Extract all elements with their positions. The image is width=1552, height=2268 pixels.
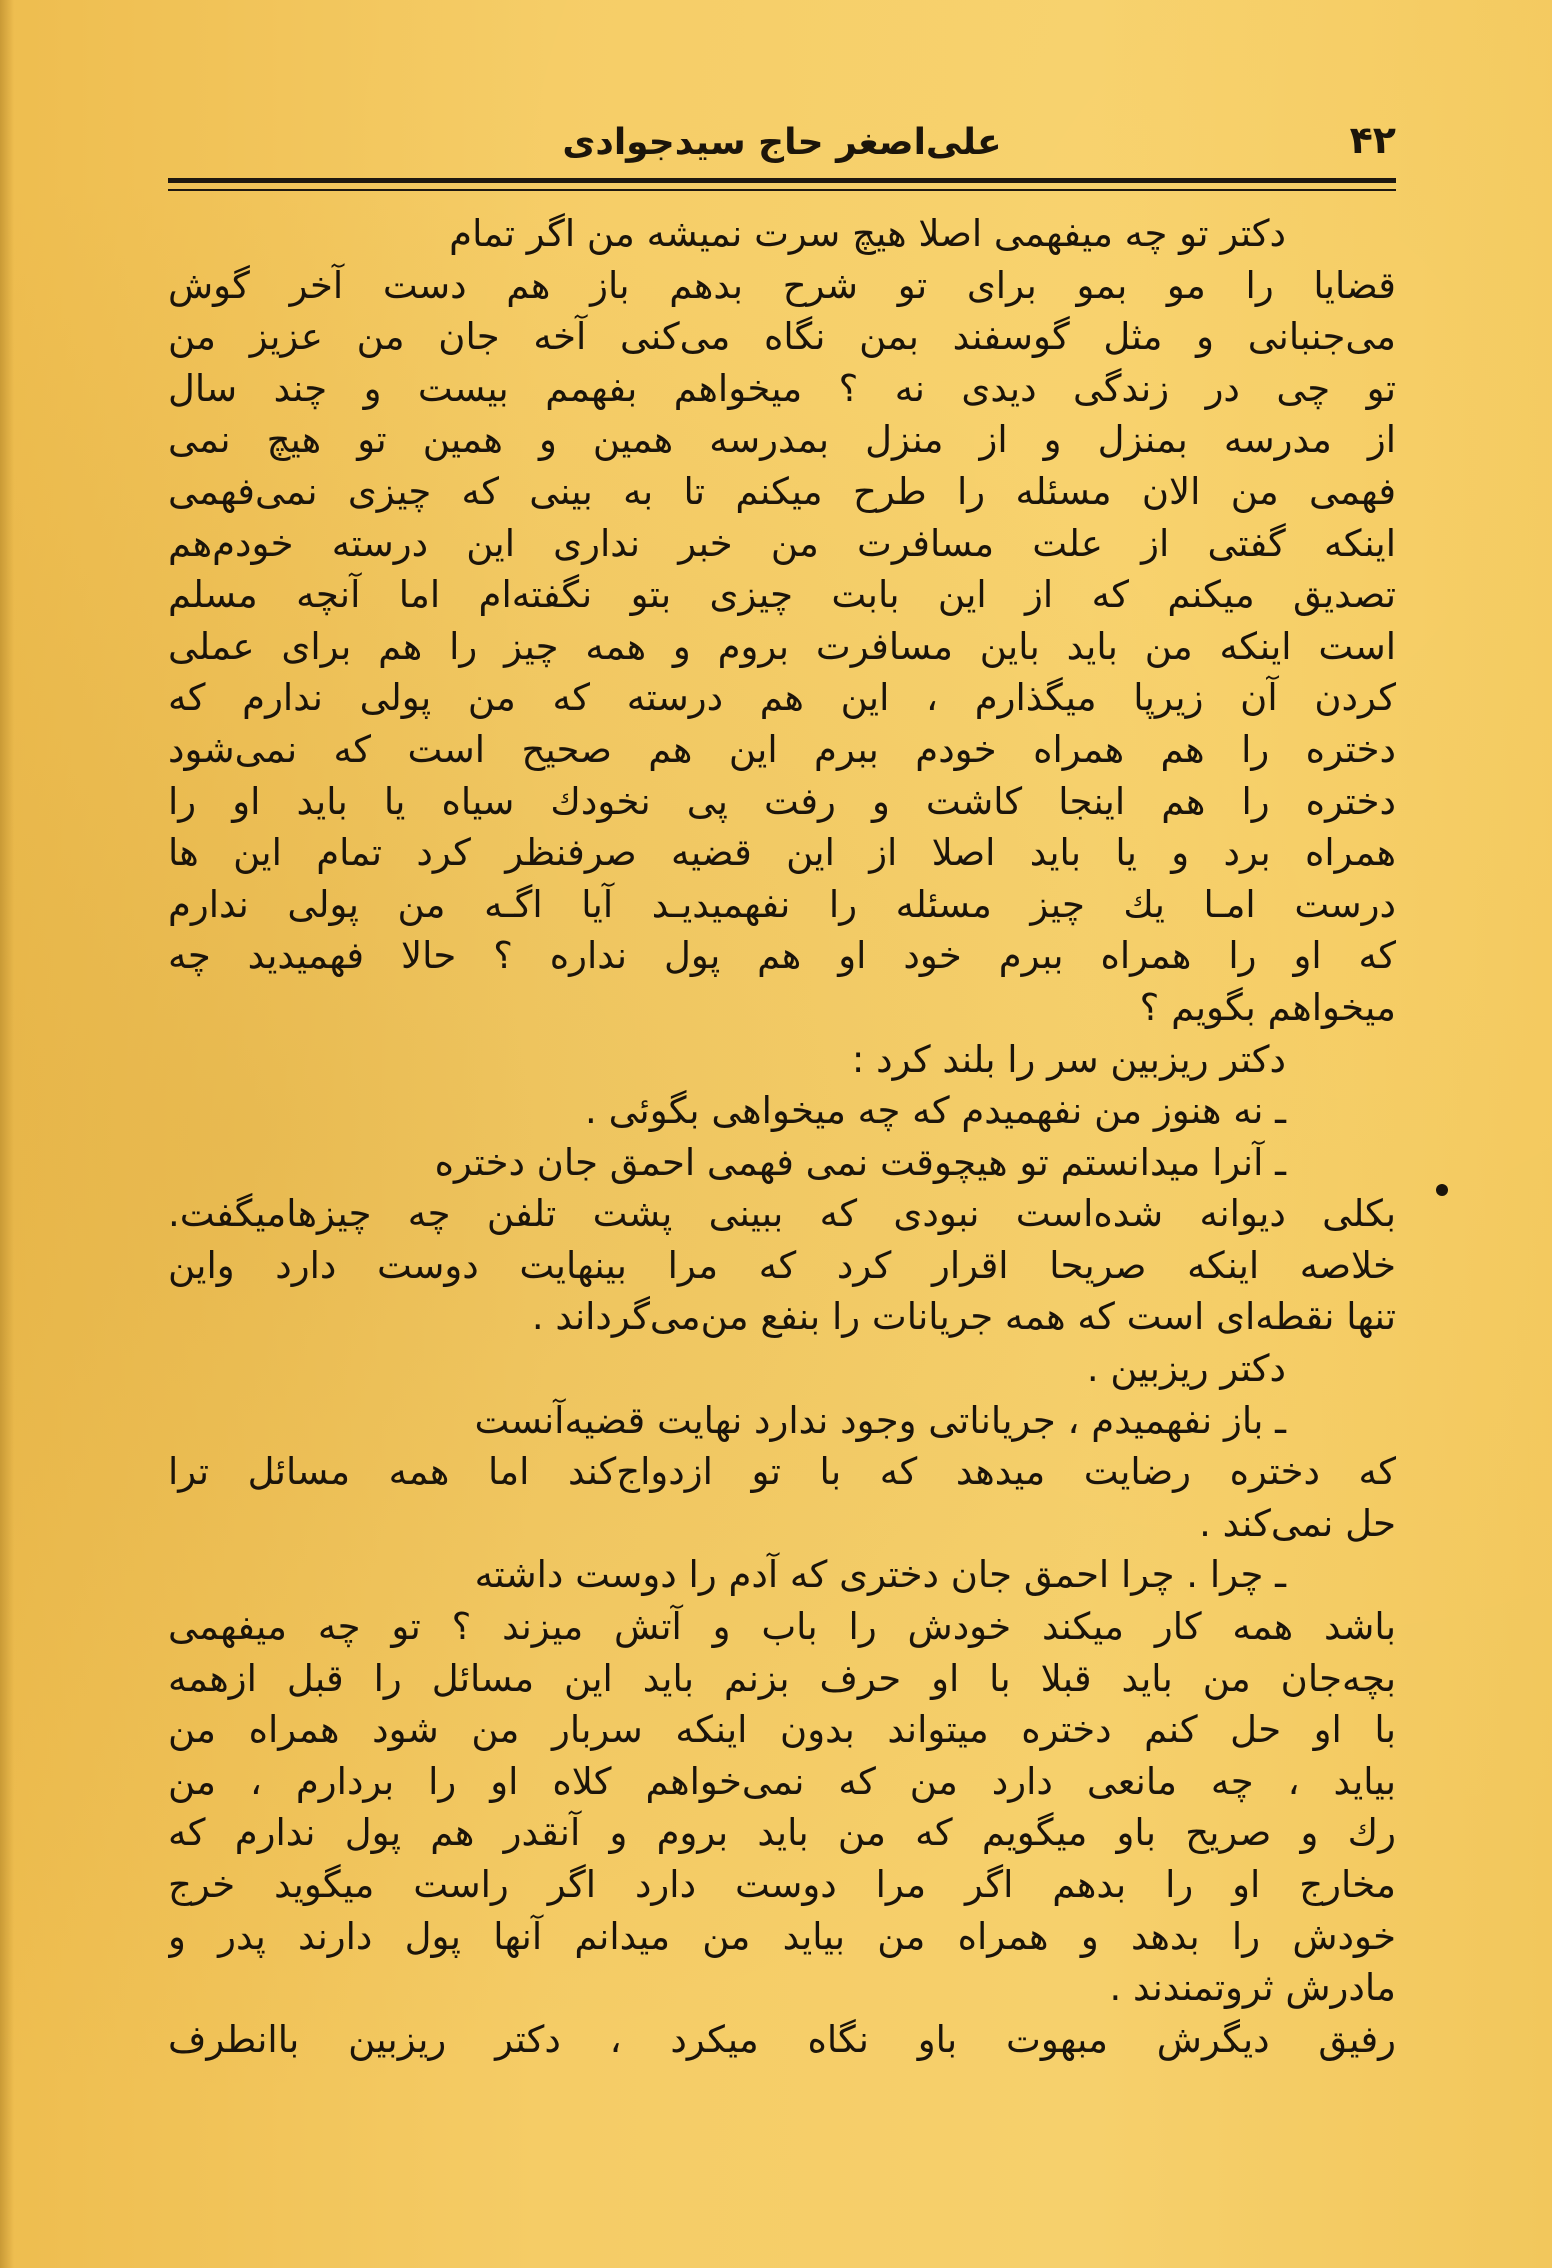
- text-line: ـ آنرا میدانستم تو هیچوقت نمی فهمی احمق جان دختره: [434, 1140, 1286, 1184]
- text-line: همراه برد و یا باید اصلا از این قضیه صرفنظر کرد تمام این ها: [168, 831, 1396, 875]
- text-line: رك و صریح باو میگویم که من باید بروم و آنقدر هم پول ندارم که: [168, 1811, 1396, 1855]
- text-line: ـ نه هنوز من نفهمیدم که چه میخواهی بگوئی .: [585, 1089, 1286, 1133]
- text-line: میخواهم بگویم ؟: [1139, 985, 1396, 1029]
- text-line: دکتر ریزبین .: [1086, 1347, 1286, 1391]
- text-line: دکتر ریزبین سر را بلند کرد :: [851, 1037, 1286, 1081]
- text-line: بکلی دیوانه شده‌است نبودی که ببینی پشت تلفن چه چیزهامیگفت.: [168, 1192, 1396, 1236]
- margin-ink-dot: [1436, 1184, 1448, 1196]
- text-line: که دختره رضایت میدهد که با تو ازدواج‌کند اما همه مسائل ترا: [168, 1450, 1396, 1494]
- text-line: که او را همراه ببرم خود او هم پول نداره ؟ حالا فهمیدید چه: [168, 934, 1396, 978]
- text-line: درست امـا یك چیز مسئله را نفهمیدیـد آیا اگـه من پولی ندارم: [168, 882, 1396, 926]
- text-line: تنها نقطه‌ای است که همه جریانات را بنفع من‌می‌گرداند .: [531, 1295, 1396, 1339]
- header-rule-thick: [168, 178, 1396, 183]
- text-line: حل نمی‌کند .: [1199, 1501, 1396, 1545]
- text-line: دختره را هم همراه خودم ببرم این هم صحیح است که نمی‌شود: [168, 727, 1396, 771]
- text-line: می‌جنبانی و مثل گوسفند بمن نگاه می‌کنی آخه جان من عزیز من: [168, 315, 1396, 359]
- body-text: [168, 208, 1396, 2065]
- text-line: مخارج او را بدهم اگر مرا دوست دارد اگر راست میگوید خرج: [168, 1863, 1396, 1906]
- text-line: از مدرسه بمنزل و از منزل بمدرسه همین و همین تو هیچ نمی: [168, 418, 1396, 462]
- text-line: باشد همه کار میکند خودش را باب و آتش میزند ؟ تو چه میفهمی: [168, 1605, 1396, 1649]
- running-title: علی‌اصغر حاج سیدجوادی: [562, 122, 1002, 163]
- page-header: [168, 118, 1396, 182]
- header-rule-thin: [168, 189, 1396, 191]
- text-line: مادرش ثروتمندند .: [1109, 1966, 1396, 2010]
- text-line: با او حل کنم دختره میتواند بدون اینکه سربار من شود همراه من: [168, 1708, 1396, 1752]
- page-number: ۴۲: [1349, 118, 1396, 162]
- text-line: است اینکه من باید باین مسافرت بروم و همه چیز را هم برای عملی: [168, 624, 1396, 668]
- text-line: تصدیق میکنم که از این بابت چیزی بتو نگفته‌ام اما آنچه مسلم: [168, 573, 1396, 617]
- text-line: کردن آن زیرپا میگذارم ، این هم درسته که من پولی ندارم که: [168, 676, 1396, 720]
- text-line: خلاصه اینکه صریحا اقرار کرد که مرا بینهایت دوست دارد واین: [168, 1243, 1396, 1287]
- text-line: ـ باز نفهمیدم ، جریاناتی وجود ندارد نهایت قضیه‌آنست: [474, 1398, 1286, 1442]
- text-line: خودش را بدهد و همراه من بیاید من میدانم آنها پول دارند پدر و: [168, 1914, 1396, 1958]
- text-line: بیاید ، چه مانعی دارد من که نمی‌خواهم کلاه او را بردارم ، من: [168, 1759, 1396, 1803]
- text-line: اینکه گفتی از علت مسافرت من خبر نداری این درسته خودم‌هم: [168, 521, 1396, 565]
- page-edge-shadow: [0, 0, 14, 2268]
- text-line: تو چی در زندگی دیدی نه ؟ میخواهم بفهمم بیست و چند سال: [168, 366, 1396, 410]
- text-line: ـ چرا . چرا احمق جان دختری که آدم را دوست داشته: [474, 1553, 1286, 1597]
- text-line: رفیق دیگرش مبهوت باو نگاه میکرد ، دکتر ریزبین باانطرف: [168, 2017, 1396, 2061]
- text-line: دختره را هم اینجا کاشت و رفت پی نخودك سیاه یا باید او را: [168, 779, 1396, 823]
- text-line: بچه‌جان من باید قبلا با او حرف بزنم باید این مسائل را قبل ازهمه: [168, 1656, 1396, 1700]
- text-line: قضایا را مو بمو برای تو شرح بدهم باز هم دست آخر گوش: [168, 263, 1396, 307]
- text-line: دکتر تو چه میفهمی اصلا هیچ سرت نمیشه من اگر تمام: [449, 212, 1286, 255]
- text-line: فهمی من الان مسئله را طرح میکنم تا به بینی که چیزی نمی‌فهمی: [168, 469, 1396, 513]
